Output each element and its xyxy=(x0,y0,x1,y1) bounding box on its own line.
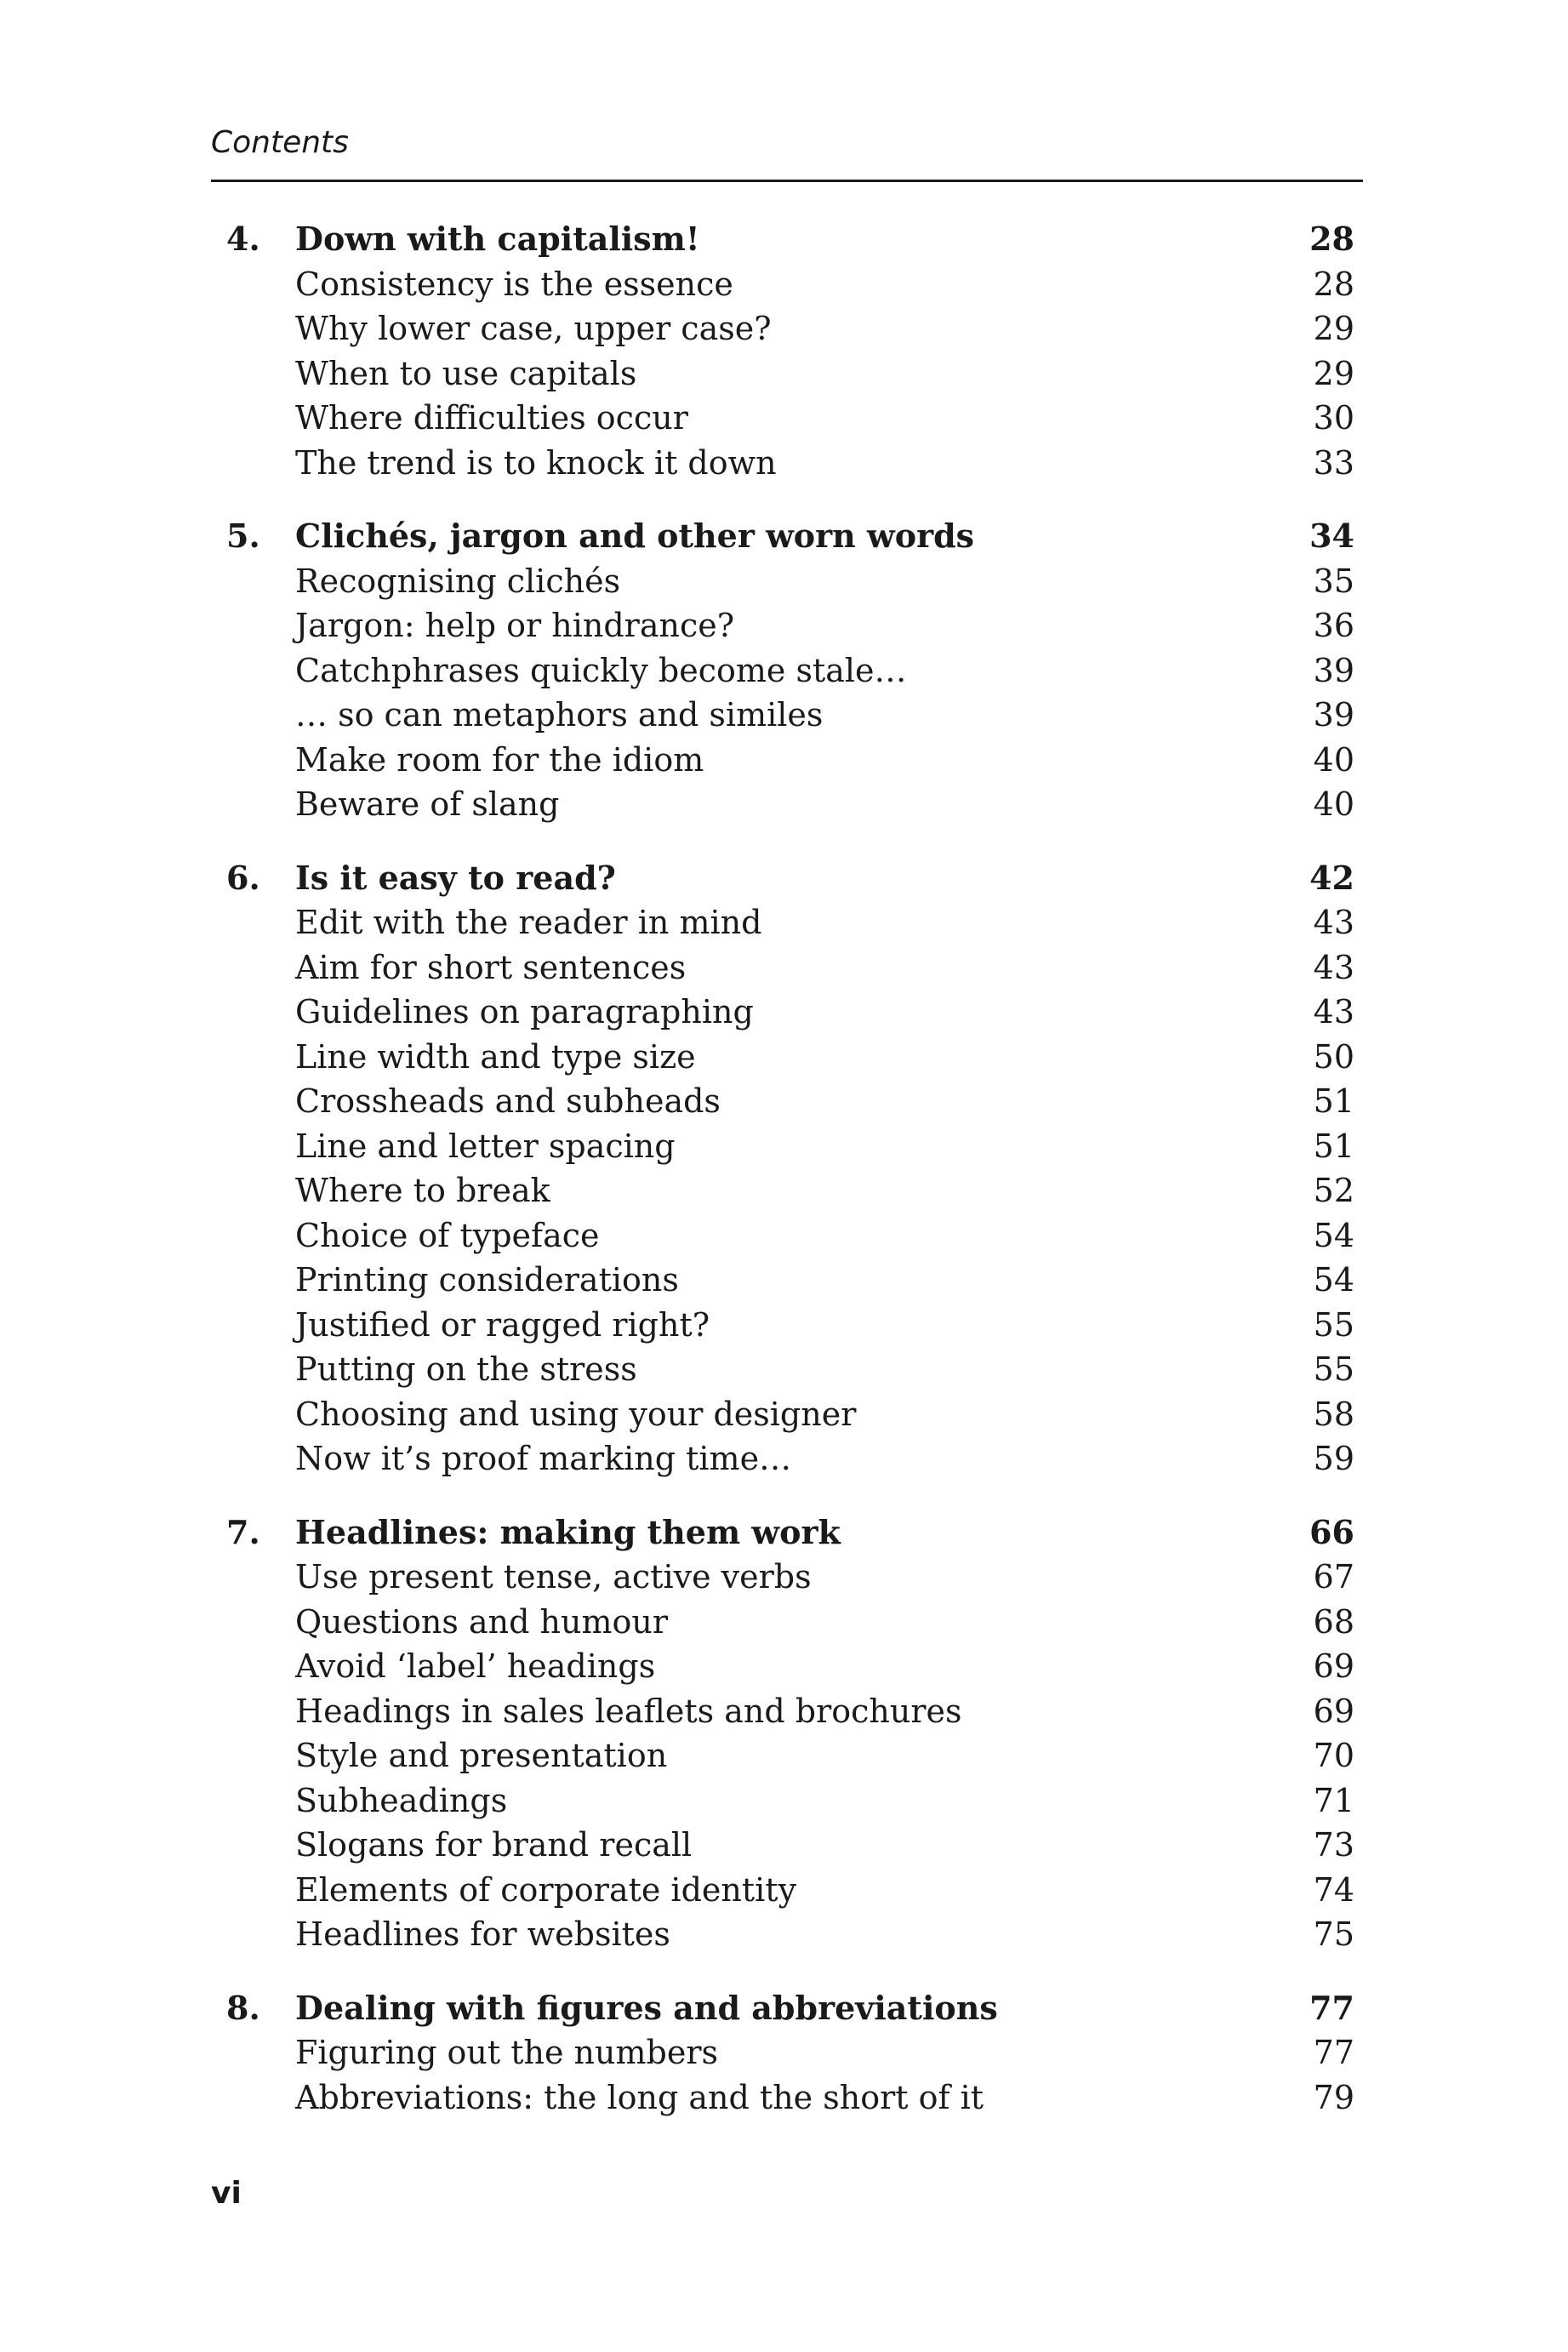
chapter-block xyxy=(211,1986,1354,2121)
chapter-heading[interactable] xyxy=(211,1510,1354,1556)
toc-entry-page-number: 39 xyxy=(1313,696,1354,734)
toc-entry-page-number: 43 xyxy=(1313,948,1354,986)
toc-entry[interactable] xyxy=(211,945,1354,990)
toc-entry[interactable] xyxy=(211,1912,1354,1957)
toc-entry-title: Elements of corporate identity xyxy=(295,1870,797,1909)
chapter-title: Down with capitalism! xyxy=(295,220,700,258)
toc-entry-page-number: 73 xyxy=(1313,1826,1354,1864)
toc-entry-title: Choosing and using your designer xyxy=(295,1395,857,1433)
toc-entry[interactable] xyxy=(211,559,1354,604)
toc-entry-title: When to use capitals xyxy=(295,354,637,392)
chapter-block xyxy=(211,856,1354,1481)
toc-entry[interactable] xyxy=(211,306,1354,351)
toc-entry-page-number: 40 xyxy=(1313,740,1354,779)
toc-entry[interactable] xyxy=(211,603,1354,648)
toc-entry[interactable] xyxy=(211,441,1354,486)
toc-entry-title: Guidelines on paragraphing xyxy=(295,993,754,1030)
toc-entry-page-number: 68 xyxy=(1313,1602,1354,1641)
toc-entry-title: Avoid ‘label’ headings xyxy=(295,1647,656,1685)
toc-entry-title: Beware of slang xyxy=(295,785,560,823)
toc-entry-page-number: 33 xyxy=(1313,443,1354,482)
toc-entry[interactable] xyxy=(211,1733,1354,1778)
toc-entry-page-number: 55 xyxy=(1313,1305,1354,1344)
chapter-page-number: 34 xyxy=(1309,517,1354,555)
toc-entry-title: Subheadings xyxy=(295,1781,508,1819)
toc-entry[interactable] xyxy=(211,351,1354,397)
toc-entry-title: Jargon: help or hindrance? xyxy=(295,607,735,644)
toc-entry[interactable] xyxy=(211,1303,1354,1348)
toc-entry-title: Where difficulties occur xyxy=(295,399,688,437)
toc-entry[interactable] xyxy=(211,1213,1354,1259)
toc-entry-page-number: 59 xyxy=(1313,1440,1354,1477)
toc-entry-title: The trend is to knock it down xyxy=(295,443,777,482)
chapter-block xyxy=(211,514,1354,827)
toc-entry-title: Style and presentation xyxy=(295,1737,668,1774)
toc-entry-page-number: 71 xyxy=(1313,1781,1354,1819)
toc-entry-title: Putting on the stress xyxy=(295,1350,637,1388)
toc-entry[interactable] xyxy=(211,396,1354,441)
toc-entry-title: Now it’s proof marking time… xyxy=(295,1440,792,1477)
toc-entry-page-number: 52 xyxy=(1313,1172,1354,1209)
table-of-contents xyxy=(211,217,1354,2149)
toc-entry[interactable] xyxy=(211,1258,1354,1303)
chapter-number: 7. xyxy=(226,1512,260,1551)
toc-entry[interactable] xyxy=(211,900,1354,945)
chapter-heading[interactable] xyxy=(211,217,1354,262)
toc-entry-page-number: 29 xyxy=(1313,354,1354,392)
chapter-page-number: 42 xyxy=(1309,858,1354,897)
toc-entry[interactable] xyxy=(211,1555,1354,1600)
chapter-page-number: 66 xyxy=(1309,1512,1354,1551)
toc-entry[interactable] xyxy=(211,648,1354,694)
header-rule xyxy=(211,180,1363,182)
toc-entry-title: Catchphrases quickly become stale… xyxy=(295,651,907,689)
toc-entry-title: Justified or ragged right? xyxy=(295,1305,710,1344)
chapter-page-number: 77 xyxy=(1309,1988,1354,2027)
toc-entry-title: Headings in sales leaflets and brochures xyxy=(295,1692,962,1730)
chapter-number: 4. xyxy=(226,220,260,258)
toc-entry[interactable] xyxy=(211,1079,1354,1124)
toc-entry[interactable] xyxy=(211,1124,1354,1169)
toc-entry-title: Choice of typeface xyxy=(295,1216,600,1254)
toc-entry-page-number: 55 xyxy=(1313,1350,1354,1388)
chapter-block xyxy=(211,1510,1354,1957)
toc-entry-title: Aim for short sentences xyxy=(295,948,687,986)
toc-entry[interactable] xyxy=(211,693,1354,738)
toc-entry-title: Use present tense, active verbs xyxy=(295,1558,812,1596)
chapter-heading[interactable] xyxy=(211,1986,1354,2031)
toc-entry-page-number: 51 xyxy=(1313,1082,1354,1120)
toc-entry-page-number: 74 xyxy=(1313,1870,1354,1909)
toc-entry[interactable] xyxy=(211,262,1354,307)
toc-entry-title: … so can metaphors and similes xyxy=(295,696,824,734)
chapter-title: Headlines: making them work xyxy=(295,1512,841,1551)
toc-entry-title: Why lower case, upper case? xyxy=(295,310,772,347)
toc-entry-page-number: 50 xyxy=(1313,1037,1354,1076)
toc-entry-page-number: 54 xyxy=(1313,1261,1354,1299)
toc-entry[interactable] xyxy=(211,2030,1354,2075)
toc-entry[interactable] xyxy=(211,1644,1354,1689)
toc-entry-title: Slogans for brand recall xyxy=(295,1826,693,1864)
chapter-heading[interactable] xyxy=(211,514,1354,559)
chapter-page-number: 28 xyxy=(1309,220,1354,258)
toc-entry-page-number: 28 xyxy=(1313,265,1354,303)
toc-entry[interactable] xyxy=(211,1823,1354,1868)
toc-entry-page-number: 69 xyxy=(1313,1692,1354,1730)
page-number: vi xyxy=(211,2176,242,2211)
toc-entry[interactable] xyxy=(211,1868,1354,1913)
toc-entry-page-number: 70 xyxy=(1313,1737,1354,1774)
toc-entry-page-number: 40 xyxy=(1313,785,1354,823)
toc-entry-title: Printing considerations xyxy=(295,1261,679,1299)
toc-entry[interactable] xyxy=(211,1347,1354,1392)
chapter-number: 8. xyxy=(226,1988,260,2027)
chapter-number: 6. xyxy=(226,858,260,897)
toc-entry-title: Crossheads and subheads xyxy=(295,1082,721,1120)
toc-entry-title: Consistency is the essence xyxy=(295,265,733,303)
toc-entry[interactable] xyxy=(211,1436,1354,1481)
chapter-title: Dealing with figures and abbreviations xyxy=(295,1988,998,2027)
toc-entry-title: Make room for the idiom xyxy=(295,740,704,779)
chapter-heading[interactable] xyxy=(211,856,1354,901)
toc-entry[interactable] xyxy=(211,738,1354,783)
toc-entry-page-number: 67 xyxy=(1313,1558,1354,1596)
toc-entry-title: Headlines for websites xyxy=(295,1915,670,1953)
toc-entry[interactable] xyxy=(211,1778,1354,1824)
running-head: Contents xyxy=(211,125,349,160)
toc-entry[interactable] xyxy=(211,1392,1354,1437)
toc-entry-page-number: 36 xyxy=(1313,607,1354,644)
toc-entry-title: Line and letter spacing xyxy=(295,1127,676,1165)
toc-entry-page-number: 30 xyxy=(1313,399,1354,437)
toc-entry-page-number: 39 xyxy=(1313,651,1354,689)
toc-entry-title: Recognising clichés xyxy=(295,562,621,600)
toc-entry[interactable] xyxy=(211,2075,1354,2121)
toc-entry-page-number: 79 xyxy=(1313,2078,1354,2116)
toc-entry-page-number: 69 xyxy=(1313,1647,1354,1685)
toc-entry-page-number: 43 xyxy=(1313,993,1354,1030)
toc-entry[interactable] xyxy=(211,782,1354,827)
toc-entry[interactable] xyxy=(211,990,1354,1035)
toc-entry-title: Edit with the reader in mind xyxy=(295,904,762,941)
toc-entry[interactable] xyxy=(211,1600,1354,1645)
toc-entry-page-number: 77 xyxy=(1313,2034,1354,2071)
toc-entry-page-number: 43 xyxy=(1313,904,1354,941)
chapter-title: Is it easy to read? xyxy=(295,858,616,897)
toc-entry-title: Line width and type size xyxy=(295,1037,696,1076)
toc-entry[interactable] xyxy=(211,1168,1354,1213)
chapter-block xyxy=(211,217,1354,485)
chapter-number: 5. xyxy=(226,517,260,555)
toc-entry[interactable] xyxy=(211,1035,1354,1080)
toc-entry-page-number: 75 xyxy=(1313,1915,1354,1953)
toc-entry-title: Figuring out the numbers xyxy=(295,2034,718,2071)
toc-entry-page-number: 29 xyxy=(1313,310,1354,347)
toc-entry-page-number: 51 xyxy=(1313,1127,1354,1165)
toc-entry-page-number: 35 xyxy=(1313,562,1354,600)
toc-entry[interactable] xyxy=(211,1689,1354,1734)
toc-entry-title: Questions and humour xyxy=(295,1602,669,1641)
toc-entry-page-number: 54 xyxy=(1313,1216,1354,1254)
chapter-title: Clichés, jargon and other worn words xyxy=(295,517,975,555)
toc-entry-title: Abbreviations: the long and the short of it xyxy=(295,2078,984,2116)
toc-entry-page-number: 58 xyxy=(1313,1395,1354,1433)
toc-entry-title: Where to break xyxy=(295,1172,550,1209)
